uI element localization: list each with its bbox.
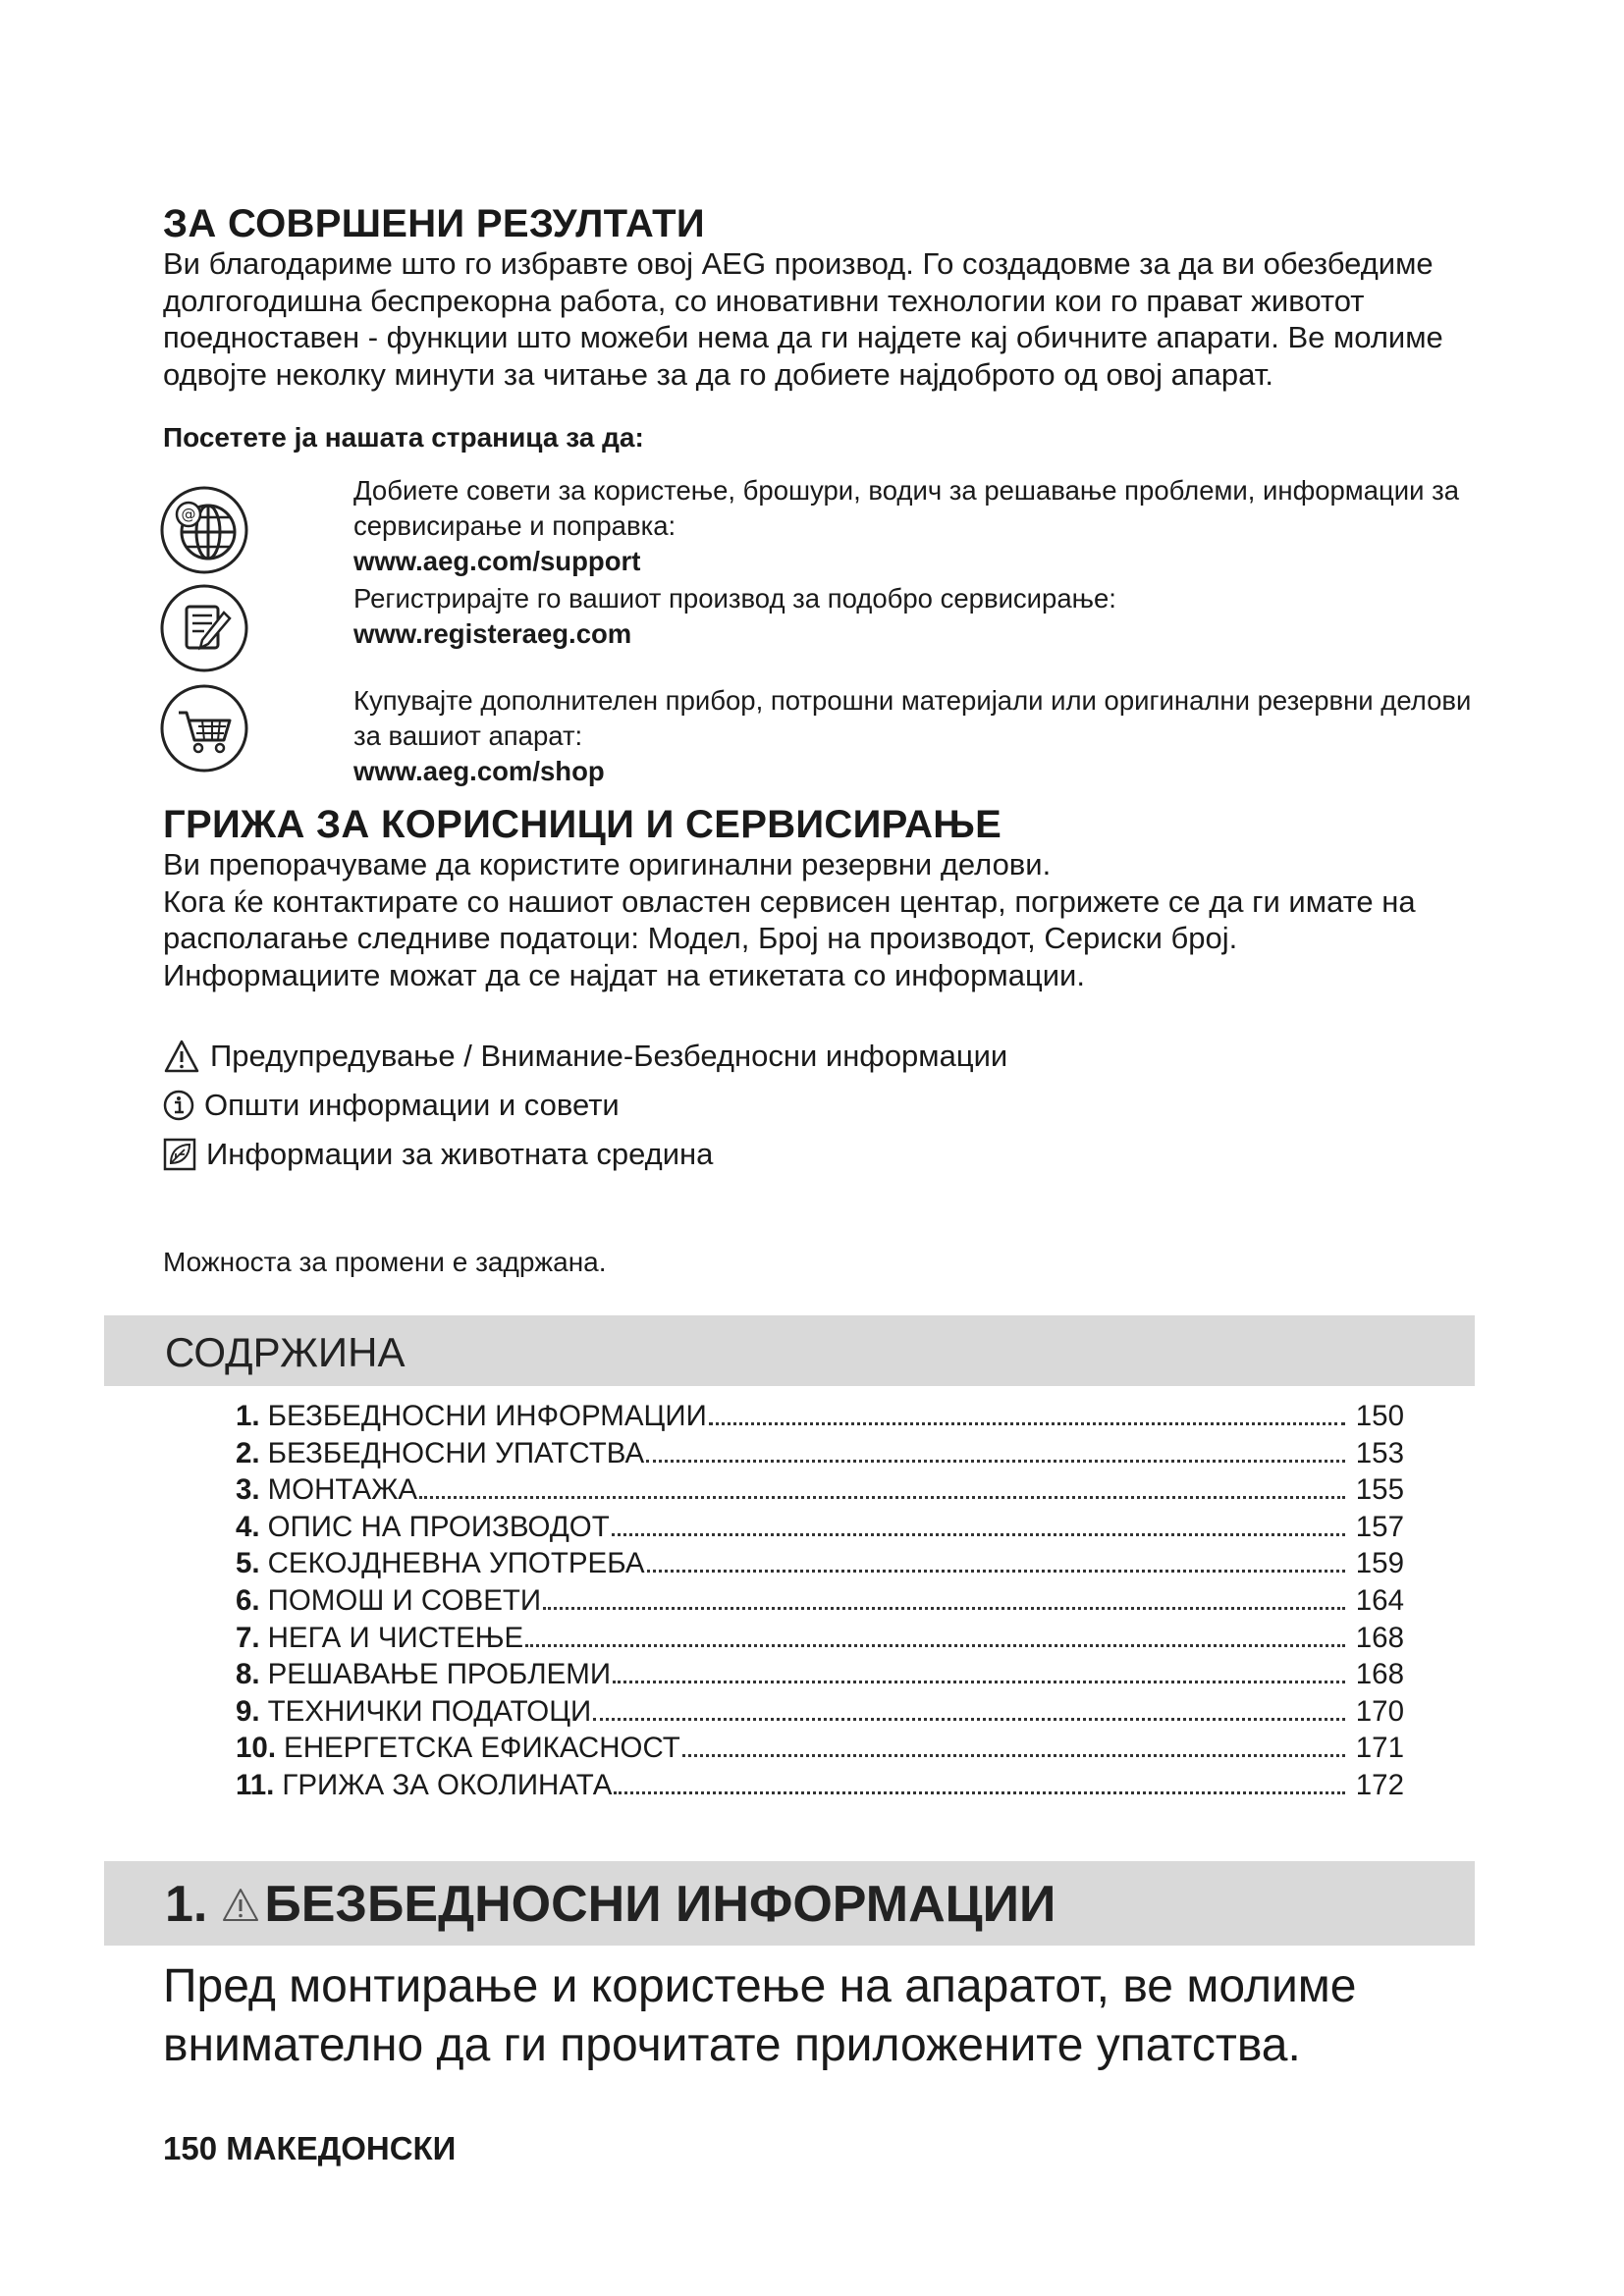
toc-list [236,1400,1404,1806]
toc-leader [614,1790,1345,1794]
page-footer: 150 МАКЕДОНСКИ [163,2130,457,2166]
toc-entry-page: 159 [1355,1547,1404,1580]
toc-entry-label: ОПИС НА ПРОИЗВОДОТ [267,1510,610,1543]
toc-leader [646,1459,1345,1463]
toc-entry[interactable] [236,1437,1404,1474]
toc-entry-page: 157 [1355,1510,1404,1543]
warning-triangle-icon [163,1039,200,1074]
toc-header-bar [104,1315,1475,1386]
toc-leader [612,1532,1345,1536]
svg-text:@: @ [181,506,196,523]
toc-entry-number: 6. [236,1583,260,1617]
toc-entry-page: 170 [1355,1694,1404,1728]
toc-entry-label: ЕНЕРГЕТСКА ЕФИКАСНОСТ [284,1732,680,1765]
toc-entry-page: 168 [1355,1658,1404,1691]
toc-entry-label: БЕЗБЕДНОСНИ ИНФОРМАЦИИ [267,1400,707,1432]
toc-entry[interactable] [236,1732,1404,1769]
toc-leader [525,1643,1345,1647]
shopping-cart-icon [159,683,249,774]
toc-entry-page: 150 [1355,1400,1404,1432]
toc-entry-label: БЕЗБЕДНОСНИ УПАТСТВА [267,1436,645,1469]
toc-entry-number: 7. [236,1621,260,1654]
toc-entry-page: 164 [1355,1583,1404,1617]
toc-entry-number: 4. [236,1510,260,1543]
shop-link[interactable]: www.aeg.com/shop [353,756,605,786]
toc-entry[interactable] [236,1769,1404,1806]
section-1-intro: Пред монтирање и користење на апаратот, ве молиме внимателно да ги прочитате приложените упатства. [163,1960,1357,2071]
toc-leader [682,1753,1345,1757]
care-line-3: Информациите можат да се најдат на етикетата со информации. [163,957,1085,992]
toc-entry-number: 3. [236,1473,260,1507]
web-link-support-text: Добиете совети за користење, брошури, водич за решавање проблеми, информации за сервисирање и поправка: [353,475,1460,541]
toc-entry-label: ПОМОШ И СОВЕТИ [267,1583,542,1617]
toc-entry[interactable] [236,1622,1404,1659]
register-link[interactable]: www.registeraeg.com [353,618,632,649]
toc-entry-label: ТЕХНИЧКИ ПОДАТОЦИ [267,1694,592,1728]
support-link[interactable]: www.aeg.com/support [353,546,641,576]
results-body: Ви благодариме што го избравте овој AEG производ. Го создадовме за да ви обезбедиме долгогодишна беспрекорна работа, со иновативни технологии кои го прават животот поедноставен - функции што можеби нема да ги најдете кај обичните апарати. Ве молиме одвојте неколку минути за читање за да го добиете најдоброто од овој апарат. [163,246,1443,392]
toc-entry-label: СЕКОЈДНЕВНА УПОТРЕБА [267,1547,645,1580]
toc-entry-number: 11. [236,1768,275,1801]
toc-leader [593,1717,1345,1721]
toc-entry-number: 10. [236,1732,277,1765]
legend-environment-text: Информации за животната средина [206,1137,714,1171]
toc-entry-page: 153 [1355,1436,1404,1469]
legend-info-text: Општи информации и совети [204,1088,620,1122]
section-1-title [165,1875,1056,1934]
toc-leader [647,1569,1345,1573]
section-1-title-text: БЕЗБЕДНОСНИ ИНФОРМАЦИИ [264,1876,1056,1933]
web-link-register [157,581,1492,679]
section-1-header-bar [104,1861,1475,1946]
legend-environment [163,1137,713,1172]
toc-leader [709,1421,1345,1425]
toc-entry-number: 8. [236,1658,260,1691]
web-link-shop [157,677,1492,795]
toc-entry[interactable] [236,1547,1404,1584]
toc-entry-number: 1. [236,1400,260,1432]
legend-info [163,1088,620,1123]
section-1-number: 1. [165,1876,208,1933]
web-link-register-text: Регистрирајте го вашиот производ за подобро сервисирање: [353,583,1116,614]
results-heading: ЗА СОВРШЕНИ РЕЗУЛТАТИ [163,202,705,245]
changes-note: Можноста за промени е задржана. [163,1247,607,1277]
web-link-shop-text: Купувајте дополнителен прибор, потрошни материјали или оригинални резервни делови за вашиот апарат: [353,685,1472,751]
toc-entry-number: 9. [236,1694,260,1728]
care-line-2: Кога ќе контактирате со нашиот овластен сервисен центар, погрижете се да ги имате на располагање следниве податоци: Модел, Број на производот, Сериски број. [163,883,1416,955]
toc-title: СОДРЖИНА [165,1329,406,1375]
toc-entry-page: 172 [1355,1768,1404,1801]
toc-entry-label: МОНТАЖА [267,1473,418,1507]
toc-entry[interactable] [236,1473,1404,1511]
legend-warning-text: Предупредување / Внимание-Безбедносни информации [210,1039,1008,1073]
warning-triangle-icon [221,1886,260,1923]
toc-entry[interactable] [236,1511,1404,1548]
toc-entry-label: РЕШАВАЊЕ ПРОБЛЕМИ [267,1658,612,1691]
care-body [163,846,1479,993]
leaf-icon [163,1138,196,1171]
register-document-icon [159,583,249,673]
toc-entry[interactable] [236,1658,1404,1695]
info-icon [163,1090,194,1121]
toc-leader [613,1680,1345,1683]
toc-entry-page: 155 [1355,1473,1404,1507]
visit-label: Посетете ја нашата страница за да: [163,422,644,453]
toc-leader [543,1606,1345,1610]
toc-entry[interactable] [236,1695,1404,1733]
toc-entry[interactable] [236,1584,1404,1622]
web-link-support [157,473,1492,581]
toc-entry-page: 168 [1355,1621,1404,1654]
toc-entry-label: ГРИЖА ЗА ОКОЛИНАТА [282,1768,613,1801]
globe-icon [159,485,249,575]
toc-entry-label: НЕГА И ЧИСТЕЊЕ [267,1621,524,1654]
toc-entry-number: 2. [236,1436,260,1469]
care-heading: ГРИЖА ЗА КОРИСНИЦИ И СЕРВИСИРАЊЕ [163,803,1002,846]
toc-entry-number: 5. [236,1547,260,1580]
toc-leader [419,1495,1345,1499]
toc-entry[interactable] [236,1400,1404,1437]
legend-warning [163,1039,1007,1074]
care-line-1: Ви препорачуваме да користите оригинални резервни делови. [163,847,1052,881]
toc-entry-page: 171 [1355,1732,1404,1765]
